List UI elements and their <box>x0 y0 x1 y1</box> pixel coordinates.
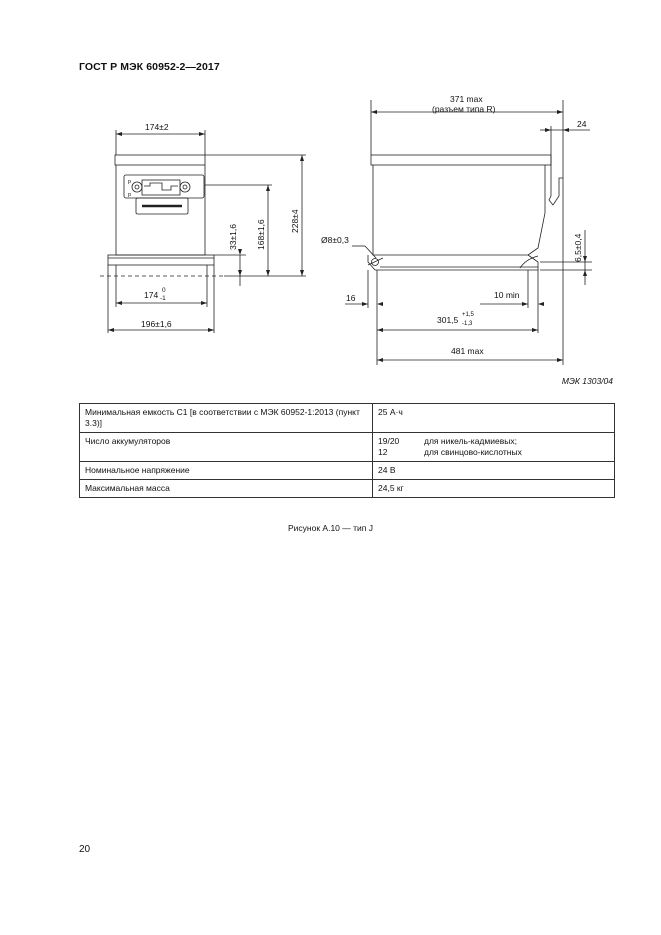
dim-371: 371 max <box>450 94 483 104</box>
dim-33: 33±1,6 <box>228 224 238 250</box>
document-header: ГОСТ Р МЭК 60952-2—2017 <box>79 61 220 73</box>
page-number: 20 <box>79 844 91 855</box>
table-cell-value: 24,5 кг <box>373 480 615 498</box>
table-row <box>80 404 615 433</box>
dim-196: 196±1,6 <box>141 319 172 329</box>
table-row <box>80 462 615 480</box>
dim-481: 481 max <box>451 346 484 356</box>
dim-16: 16 <box>346 293 356 303</box>
dim-174-sup: 0 <box>162 287 166 294</box>
dim-6-5: 6,5±0,4 <box>573 233 583 262</box>
connector-label: (разъем типа R) <box>432 104 496 114</box>
specifications-table <box>79 403 615 498</box>
figure-caption: Рисунок А.10 — тип J <box>288 523 373 533</box>
dim-228: 228±4 <box>290 209 300 233</box>
dim-301-5-sub: -1,3 <box>462 321 473 327</box>
small-label-p2: p <box>128 192 132 198</box>
dim-174-tol: 174 <box>144 290 159 300</box>
table-cell-param: Минимальная емкость C1 [в соответствии с МЭК 60952-1:2013 (пункт 3.3)] <box>80 404 373 433</box>
cell-qty: 19/20 <box>378 436 400 446</box>
cell-desc: для никель-кадмиевых; <box>424 436 517 446</box>
dim-10-min: 10 min <box>494 290 520 300</box>
figure-reference: МЭК 1303/04 <box>561 376 613 386</box>
dim-301-5-sup: +1,5 <box>462 312 474 318</box>
table-row <box>80 433 615 462</box>
dim-174-sub: -1 <box>160 295 166 302</box>
table-row <box>80 480 615 498</box>
table-cell-value: 25 А·ч <box>373 404 615 433</box>
cell-qty: 12 <box>378 447 388 457</box>
hole-diameter: Ø8±0,3 <box>321 235 349 245</box>
dim-301-5: 301,5 <box>437 315 459 325</box>
dim-168: 168±1,6 <box>256 219 266 250</box>
table-cell-param: Максимальная масса <box>80 480 373 498</box>
table-cell-param: Число аккумуляторов <box>80 433 373 462</box>
small-label-p1: p <box>128 179 132 185</box>
table-cell-param: Номинальное напряжение <box>80 462 373 480</box>
table-cell-value: 24 В <box>373 462 615 480</box>
dim-174: 174±2 <box>145 122 169 132</box>
technical-drawing <box>0 0 661 380</box>
table-cell-value <box>373 433 615 462</box>
dim-24: 24 <box>577 119 587 129</box>
cell-desc: для свинцово-кислотных <box>424 447 522 457</box>
